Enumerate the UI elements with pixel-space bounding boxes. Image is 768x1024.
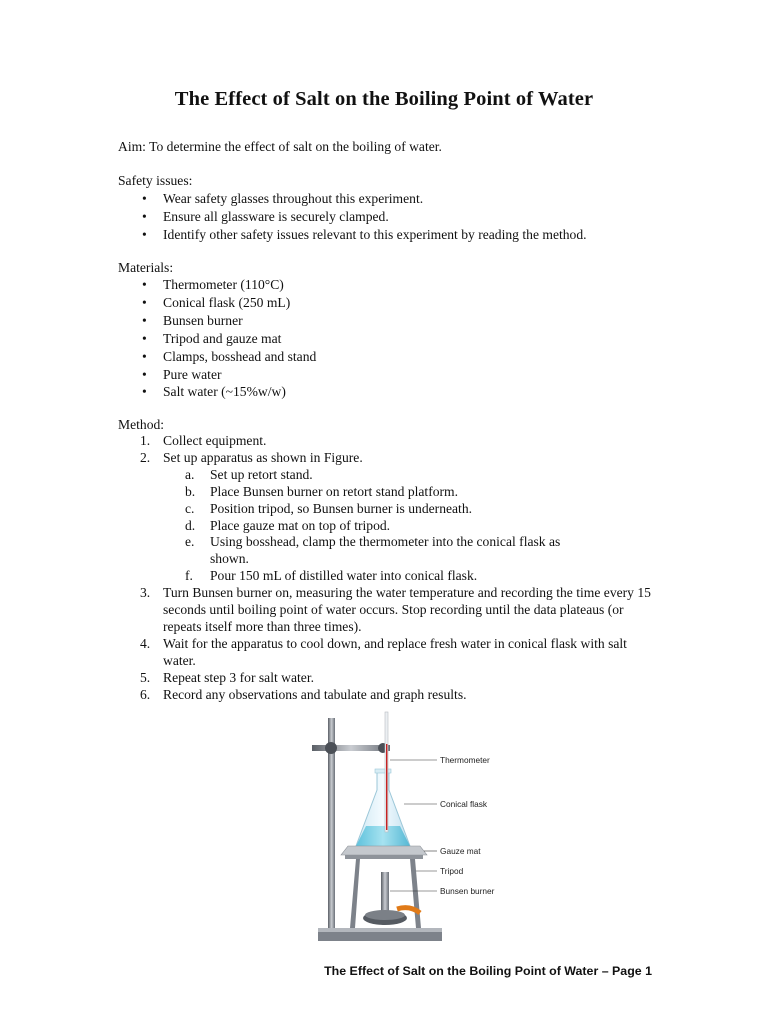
- method-step: [118, 585, 658, 636]
- label-tripod: Tripod: [440, 866, 464, 876]
- step-text: Record any observations and tabulate and graph results.: [163, 686, 467, 702]
- safety-heading: Safety issues:: [118, 173, 193, 188]
- sub-step: [163, 518, 658, 535]
- list-item: • Wear safety glasses throughout this experiment.: [118, 190, 587, 208]
- step-number: 1.: [140, 433, 151, 448]
- method-step: [118, 687, 658, 704]
- safety-list: [118, 190, 587, 244]
- step-text: Repeat step 3 for salt water.: [163, 669, 314, 685]
- method-step: [118, 670, 658, 687]
- step-text: Wait for the apparatus to cool down, and replace fresh water in conical flask with salt water.: [163, 635, 627, 668]
- sub-step-letter: e.: [185, 534, 195, 550]
- sub-step-text: Place Bunsen burner on retort stand platform.: [210, 483, 459, 499]
- method-list: [118, 433, 658, 704]
- list-item: • Bunsen burner: [118, 312, 316, 330]
- apparatus-figure: [300, 708, 530, 948]
- list-item: • Tripod and gauze mat: [118, 330, 316, 348]
- list-item: • Pure water: [118, 366, 316, 384]
- list-item: • Salt water (~15%w/w): [118, 383, 316, 401]
- sub-step: [163, 484, 658, 501]
- sub-step-text: Set up retort stand.: [210, 466, 313, 482]
- label-thermometer: Thermometer: [440, 755, 490, 765]
- sub-step: [163, 467, 658, 484]
- sub-step-letter: f.: [185, 568, 193, 584]
- page-title: The Effect of Salt on the Boiling Point of Water: [174, 88, 594, 110]
- sub-step-list: [163, 467, 658, 585]
- sub-step-text: Pour 150 mL of distilled water into conical flask.: [210, 568, 478, 584]
- label-bunsen-burner: Bunsen burner: [440, 886, 495, 896]
- gauze-mat: [341, 846, 427, 855]
- sub-step: [163, 534, 658, 568]
- list-item: • Clamps, bosshead and stand: [118, 348, 316, 366]
- step-text: Set up apparatus as shown in Figure.: [163, 449, 363, 465]
- step-number: 2.: [140, 449, 151, 465]
- sub-step-letter: d.: [185, 517, 196, 533]
- materials-heading: Materials:: [118, 260, 174, 275]
- aim-text: Aim: To determine the effect of salt on the boiling of water.: [118, 139, 442, 154]
- method-heading: Method:: [118, 417, 165, 432]
- sub-step-text: Place gauze mat on top of tripod.: [210, 517, 391, 533]
- sub-step-letter: b.: [185, 483, 196, 499]
- sub-step: [163, 568, 658, 585]
- tripod-top: [345, 855, 423, 859]
- sub-step-letter: c.: [185, 500, 195, 516]
- list-item: • Conical flask (250 mL): [118, 294, 316, 312]
- list-item: • Thermometer (110°C): [118, 276, 316, 294]
- sub-step-text: Using bosshead, clamp the thermometer into the conical flask as shown.: [210, 534, 561, 567]
- materials-list: [118, 276, 316, 401]
- method-step: [118, 636, 658, 670]
- step-number: 3.: [140, 585, 151, 601]
- bunsen-burner: [381, 872, 389, 916]
- step-number: 4.: [140, 635, 151, 651]
- bosshead: [325, 742, 337, 754]
- list-item: • Identify other safety issues relevant to this experiment by reading the method.: [118, 226, 587, 244]
- page-footer: The Effect of Salt on the Boiling Point of Water – Page 1: [324, 964, 652, 978]
- label-gauze-mat: Gauze mat: [440, 846, 481, 856]
- step-number: 5.: [140, 669, 151, 685]
- step-text: Turn Bunsen burner on, measuring the water temperature and recording the time every 15 seconds until boiling point of water occurs. Stop recording until the data plateaus (or repeats itself more than three times).: [163, 585, 651, 634]
- step-text: Collect equipment.: [163, 433, 267, 448]
- method-step: [118, 450, 658, 585]
- sub-step-letter: a.: [185, 466, 195, 482]
- label-conical-flask: Conical flask: [440, 799, 488, 809]
- method-step: [118, 433, 658, 450]
- sub-step: [163, 501, 658, 518]
- sub-step-text: Position tripod, so Bunsen burner is underneath.: [210, 500, 473, 516]
- list-item: • Ensure all glassware is securely clamped.: [118, 208, 587, 226]
- step-number: 6.: [140, 686, 151, 702]
